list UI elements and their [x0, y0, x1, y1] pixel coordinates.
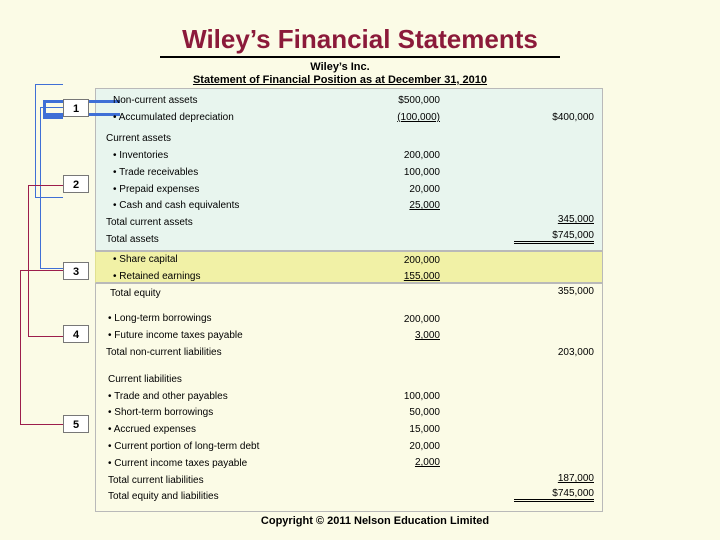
label-noncurrent-assets: Non-current assets — [113, 95, 198, 106]
amount-current-portion-ltd: 20,000 — [409, 441, 440, 452]
label-inventories: • Inventories — [113, 150, 169, 161]
total-noncurrent-assets: $400,000 — [552, 112, 594, 123]
statement-title: Statement of Financial Position as at December 31, 2010 — [192, 74, 488, 86]
amount-trade-receivables: 100,000 — [403, 167, 440, 178]
amount-future-income-taxes: 3,000 — [414, 330, 440, 341]
label-accumulated-depreciation: • Accumulated depreciation — [113, 112, 234, 123]
label-current-liabilities: Current liabilities — [108, 374, 182, 385]
section-number-1: 1 — [63, 99, 89, 117]
label-accrued-expenses: • Accrued expenses — [108, 424, 196, 435]
label-cash: • Cash and cash equivalents — [113, 200, 240, 211]
amount-noncurrent-assets: $500,000 — [398, 95, 440, 106]
label-current-assets: Current assets — [106, 133, 172, 144]
copyright-footer: Copyright © 2011 Nelson Education Limited — [260, 515, 490, 527]
label-total-equity-liabilities: Total equity and liabilities — [108, 491, 219, 502]
amount-prepaid-expenses: 20,000 — [409, 184, 440, 195]
amount-inventories: 200,000 — [403, 150, 440, 161]
total-current-liabilities: 187,000 — [557, 473, 594, 484]
label-total-assets: Total assets — [106, 234, 159, 245]
title-underline — [160, 56, 560, 58]
label-long-term-borrowings: • Long-term borrowings — [108, 313, 212, 324]
label-current-portion-ltd: • Current portion of long-term debt — [108, 441, 260, 452]
section-number-3: 3 — [63, 262, 89, 280]
total-equity-liabilities: $745,000 — [514, 488, 594, 502]
label-current-income-taxes: • Current income taxes payable — [108, 458, 248, 469]
amount-retained-earnings: 155,000 — [403, 271, 440, 282]
total-equity: 355,000 — [557, 286, 594, 297]
label-trade-receivables: • Trade receivables — [113, 167, 199, 178]
label-trade-payables: • Trade and other payables — [108, 391, 228, 402]
amount-share-capital: 200,000 — [403, 255, 440, 266]
amount-trade-payables: 100,000 — [403, 391, 440, 402]
amount-cash: 25,000 — [409, 200, 440, 211]
label-future-income-taxes: • Future income taxes payable — [108, 330, 243, 341]
bracket-5 — [20, 270, 63, 425]
section-number-4: 4 — [63, 325, 89, 343]
label-total-current-assets: Total current assets — [106, 217, 193, 228]
total-noncurrent-liabilities: 203,000 — [557, 347, 594, 358]
label-total-equity: Total equity — [110, 288, 161, 299]
label-share-capital: • Share capital — [113, 254, 178, 265]
label-prepaid-expenses: • Prepaid expenses — [113, 184, 200, 195]
company-name: Wiley’s Inc. — [310, 61, 370, 73]
amount-short-term-borrowings: 50,000 — [409, 407, 440, 418]
amount-current-income-taxes: 2,000 — [414, 457, 440, 468]
total-current-assets: 345,000 — [557, 214, 594, 225]
total-assets: $745,000 — [514, 230, 594, 244]
section-number-5: 5 — [63, 415, 89, 433]
amount-long-term-borrowings: 200,000 — [403, 314, 440, 325]
label-short-term-borrowings: • Short-term borrowings — [108, 407, 214, 418]
slide-title: Wiley’s Financial Statements — [182, 24, 538, 54]
label-retained-earnings: • Retained earnings — [113, 271, 201, 282]
label-total-current-liabilities: Total current liabilities — [108, 475, 204, 486]
label-total-noncurrent-liabilities: Total non-current liabilities — [106, 347, 222, 358]
amount-accrued-expenses: 15,000 — [409, 424, 440, 435]
section-number-2: 2 — [63, 175, 89, 193]
amount-accumulated-depreciation: (100,000) — [397, 112, 440, 123]
